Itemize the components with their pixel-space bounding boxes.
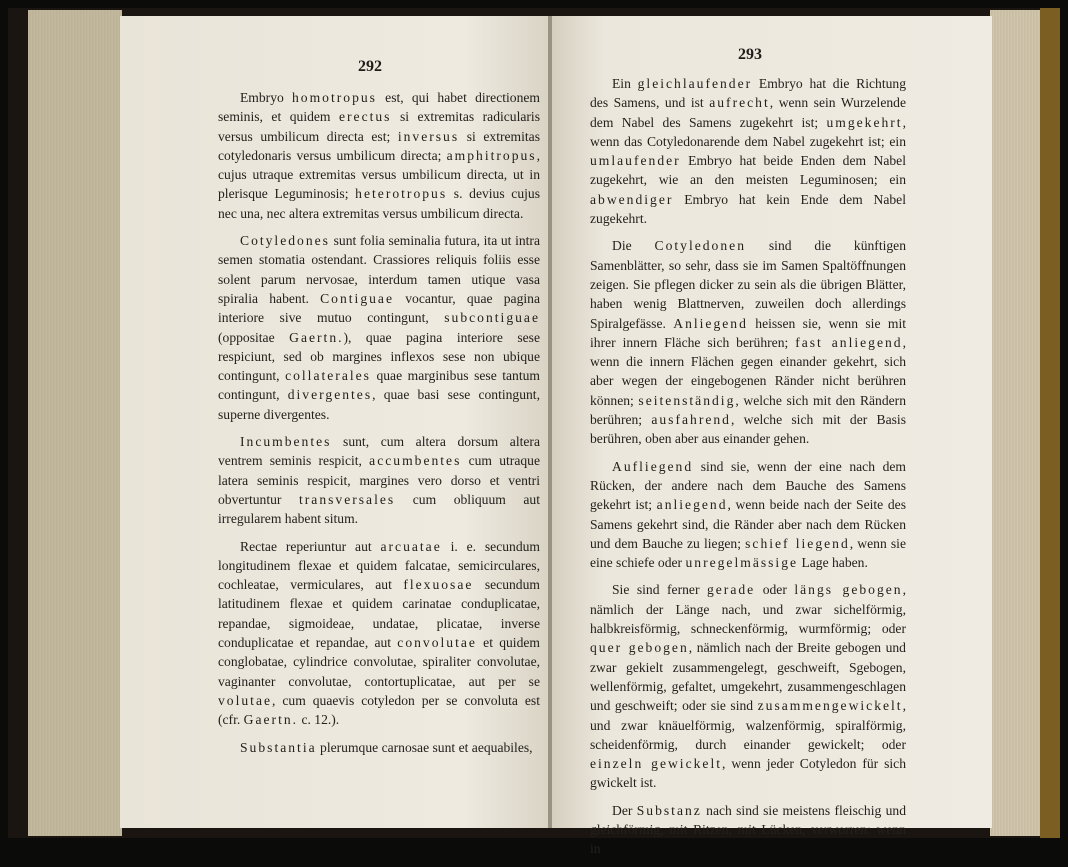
left-page-text [218, 88, 540, 765]
spaced-term: ausfahrend [651, 412, 731, 428]
spaced-term: homotropus [292, 90, 377, 105]
text-run: sunt folia seminalia futura, ita ut intra semen stomatia ostendant. Crassiores reliquis foliis esse solent parum nervosae, interdum tamen utique vasa spiralia habent. [218, 233, 540, 306]
paragraph [218, 231, 540, 424]
text-run: vocantur, quae pagina interiore sive mutuo contingunt, [218, 290, 540, 326]
left-page [120, 16, 550, 828]
text-run: sind die künftigen Samenblätter, so sehr, dass sie im Samen Spaltöffnungen zeigen. Sie pflegen dicker zu sein als die übrigen Blätter, haben wenig Blattnerven, zuweilen doch allerdings Spiralgefässe. [590, 238, 907, 331]
spaced-term: schief liegend [745, 535, 850, 551]
text-run: , wenn beide nach der Seite des Samens gekehrt sind, die Ränder aber nach dem Rücken und dem Bauche zu liegen; [590, 497, 906, 551]
spaced-term: einzeln gewickelt [590, 756, 723, 772]
spaced-term: convolutae [397, 635, 477, 651]
paragraph [590, 580, 906, 792]
text-run: Die [612, 238, 655, 254]
text-run: secundum latitudinem flexae et quidem carinatae conduplicatae, repandae, sigmoideae, undatae, plicatae, inverse conduplicatae et repandae, aut [218, 577, 540, 651]
paragraph [590, 74, 906, 228]
text-run: Embryo [240, 90, 292, 105]
spaced-term: Substantia [240, 739, 317, 755]
text-run: , cujus utraque extremitas versus umbilicum directa, ut in plerisque Leguminosis; [218, 147, 540, 202]
text-run: Embryo hat kein Ende dem Nabel zugekehrt. [590, 191, 906, 227]
paragraph [218, 432, 540, 528]
text-run: nach sind sie meistens fleischig und gleichförmig, mit Ritzen, mit Lücken, verworren: wenn in [590, 802, 906, 857]
spaced-term: accumbentes [369, 453, 462, 469]
text-run: et quidem conglobatae, cylindrice convolutae, spiraliter convolutae, vaginanter convolutae, contortuplicatae, aut per se [218, 635, 540, 689]
paragraph [218, 738, 540, 757]
spaced-term: abwendiger [590, 191, 674, 207]
spaced-term: anliegend [656, 497, 728, 513]
spaced-term: heterotropus [355, 186, 448, 202]
text-run: sunt, cum altera dorsum altera ventrem seminis respicit, [218, 434, 540, 469]
left-page-edges [28, 10, 122, 836]
paragraph [218, 537, 540, 730]
spaced-term: längs gebogen [794, 582, 903, 598]
spaced-term: unregelmässige [685, 555, 799, 571]
page-number-left: 292 [358, 58, 382, 75]
text-run: Der [612, 802, 637, 818]
spaced-term: Gaertn. [289, 329, 344, 345]
text-run: Embryo hat die Richtung des Samens, und ist [590, 76, 906, 111]
paragraph [590, 457, 906, 573]
spaced-term: collaterales [285, 368, 371, 384]
text-run: , wenn die innern Flächen gegen einander gekehrt, sich aber wegen der eingebogenen Ränder nicht berühren können; [590, 334, 906, 408]
spaced-term: zusammengewickelt [757, 698, 903, 714]
page-number-right: 293 [738, 46, 762, 63]
spaced-term: fast anliegend [795, 334, 903, 350]
spaced-term: volutae [218, 692, 273, 708]
text-run: , nämlich nach der Breite gebogen und zwar gekielt zusammengelegt, geschweift, Sgebogen, wellenförmig, gefaltet, umgekehrt, zusammengeschlagen und geschweift; oder sie sind [590, 640, 906, 714]
paragraph [590, 236, 906, 448]
book-cover-edge [1040, 8, 1060, 838]
spaced-term: divergentes [287, 387, 373, 403]
text-run: s. devius cujus nec una, nec altera extremitas versus umbilicum directa. [218, 186, 540, 221]
text-run: oder [755, 582, 795, 598]
spaced-term: arcuatae [380, 538, 442, 554]
text-run: , quae basi sese contingunt, superne divergentes. [218, 387, 540, 422]
text-run: heissen sie, wenn sie mit ihrer innern Fläche sich berühren; [590, 315, 906, 350]
text-run: , wenn sie eine schiefe oder [590, 535, 906, 571]
spaced-term: Contiguae [320, 290, 394, 306]
text-run: plerumque carnosae sunt et aequabiles, [316, 739, 533, 755]
spaced-term: Anliegend [673, 315, 748, 331]
spaced-term: Cotyledones [240, 233, 330, 249]
text-run: , cum quaevis cotyledon per se convoluta est (cfr. [218, 692, 540, 728]
paragraph [590, 801, 906, 859]
text-run: cum utraque latera seminis respicit, margines vero dorso et ventri obvertuntur [218, 453, 540, 507]
spaced-term: seitenständig [638, 392, 736, 408]
spaced-term: amphitropus [446, 147, 537, 163]
text-run: , welche sich mit den Rändern berühren; [590, 392, 906, 428]
text-run: Embryo hat beide Enden dem Nabel zugekehrt, wie an den meisten Leguminosen; ein [590, 153, 906, 188]
text-run: cum obliquum aut irregularem habent situm. [218, 491, 540, 527]
spaced-term: inversus [397, 128, 460, 144]
text-run: , und zwar knäuelförmig, walzenförmig, spiralförmig, scheidenförmig, durch einander gewickelt; oder [590, 698, 906, 752]
text-run: Lage haben. [798, 555, 868, 571]
spaced-term: aufrecht [709, 95, 770, 111]
spaced-term: Substanz [636, 802, 702, 818]
text-run: sind sie, wenn der eine nach dem Rücken, der andere nach dem Bauche des Samens gekehrt ist; [590, 458, 906, 513]
spaced-term: transversales [298, 491, 396, 507]
spaced-term: Incumbentes [240, 434, 332, 450]
text-run: si extremitas radicularis versus umbilicum directa est; [218, 109, 540, 144]
spaced-term: erectus [338, 109, 392, 125]
text-run: Ein [612, 76, 638, 91]
right-page-text [590, 74, 906, 867]
spaced-term: quer gebogen [590, 640, 689, 656]
text-run: Sie sind ferner [612, 582, 707, 598]
spaced-term: flexuosae [403, 577, 474, 593]
text-run: ), quae pagina interiore sese respiciunt, sed ob margines inflexos sese non ubique contingunt, [218, 329, 540, 384]
spaced-term: Cotyledonen [654, 238, 746, 254]
text-run: c. 12.). [298, 712, 340, 728]
text-run: , wenn sein Wurzelende dem Nabel des Samens zugekehrt ist; [590, 95, 906, 130]
spaced-term: subcontiguae [444, 310, 540, 326]
right-page [552, 16, 992, 857]
spaced-term: Aufliegend [612, 458, 694, 474]
spaced-term: gerade [706, 582, 756, 598]
text-run: , nämlich der Länge nach, und zwar sichelförmig, halbkreisförmig, schneckenförmig, wurmförmig; oder [590, 582, 907, 637]
text-run: Rectae reperiuntur aut [240, 538, 381, 554]
paragraph [218, 88, 540, 223]
text-run: (oppositae [218, 329, 290, 345]
text-run: si extremitas cotyledonaris versus umbilicum directa; [218, 128, 540, 163]
text-run: , wenn jeder Cotyledon für sich gwickelt ist. [590, 756, 906, 791]
text-run: , wenn das Cotyledonarende dem Nabel zugekehrt ist; ein [590, 114, 906, 149]
spaced-term: umlaufender [590, 153, 681, 169]
text-run: est, qui habet directionem seminis, et quidem [218, 90, 540, 125]
spaced-term: umgekehrt [826, 114, 903, 130]
spaced-term: Gaertn. [243, 712, 299, 728]
text-run: quae marginibus sese tantum contingunt, [218, 368, 540, 403]
text-run: , welche sich mit der Basis berühren, oben aber aus einander gehen. [590, 412, 906, 447]
spaced-term: gleichlaufender [637, 76, 753, 91]
text-run: i. e. secundum longitudinem flexae et quidem falcatae, semicirculares, cochleatae, vermiculares, aut [218, 538, 540, 593]
